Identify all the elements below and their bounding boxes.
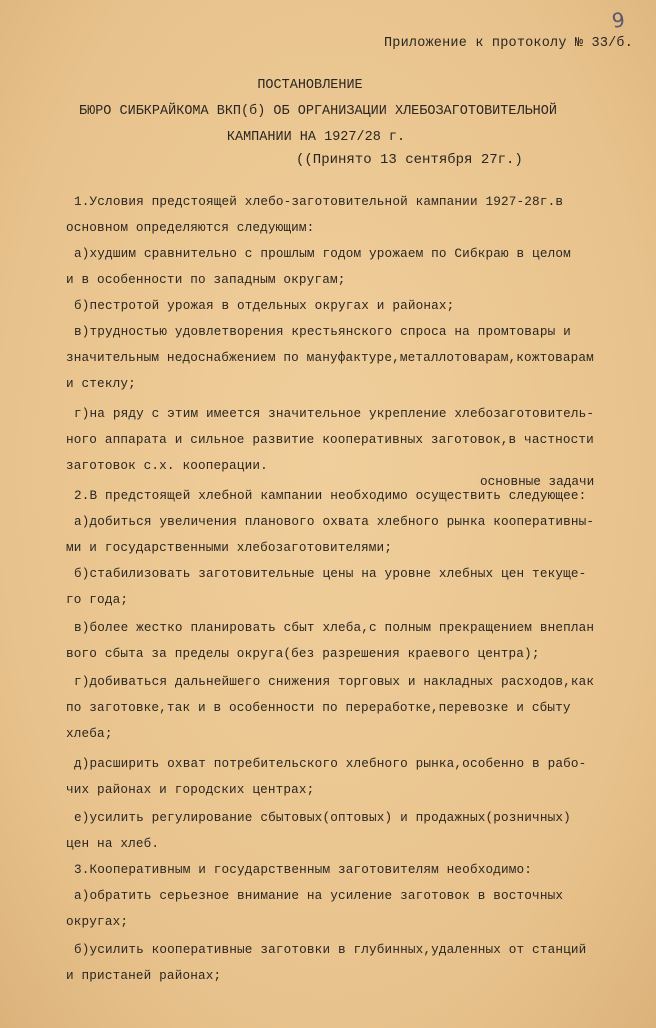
body-line: чих районах и городских центрах;: [66, 782, 315, 797]
body-line: в)трудностью удовлетворения крестьянского спроса на промтовары и: [74, 324, 571, 339]
body-line: б)пестротой урожая в отдельных округах и районах;: [74, 298, 455, 313]
body-line: г)добиваться дальнейшего снижения торговых и накладных расходов,как: [74, 674, 595, 689]
body-line: е)усилить регулирование сбытовых(оптовых) и продажных(розничных): [74, 810, 571, 825]
appendix-note: Приложение к протоколу № 33/б.: [384, 36, 634, 51]
body-line: в)более жестко планировать сбыт хлеба,с полным прекращением внеплан: [74, 620, 595, 635]
body-line: 2.В предстоящей хлебной кампании необходимо осуществить следующее:: [74, 488, 587, 503]
body-line: а)добиться увеличения планового охвата хлебного рынка кооперативны-: [74, 514, 595, 529]
body-line: основном определяются следующим:: [66, 220, 315, 235]
body-line: ного аппарата и сильное развитие кооперативных заготовок,в частности: [66, 432, 594, 447]
body-line: го года;: [66, 592, 129, 607]
body-line: значительным недоснабжением по мануфактуре,металлотоварам,кожтоварам: [66, 350, 594, 365]
handwritten-insertion: основные задачи: [480, 474, 595, 489]
body-line: цен на хлеб.: [66, 836, 160, 851]
document-subtitle-line-1: БЮРО СИБКРАЙКОМА ВКП(б) ОБ ОРГАНИЗАЦИИ ХЛЕБОЗАГОТОВИТЕЛЬНОЙ: [79, 104, 557, 119]
body-line: 3.Кооперативным и государственным заготовителям необходимо:: [74, 862, 533, 877]
adoption-date: ((Принято 13 сентября 27г.): [296, 152, 523, 168]
document-title: ПОСТАНОВЛЕНИЕ: [257, 78, 363, 93]
body-line: и пристаней районах;: [66, 968, 222, 983]
body-line: и стеклу;: [66, 376, 136, 391]
body-line: округах;: [66, 914, 129, 929]
archive-page-number: 9: [610, 7, 627, 33]
body-line: по заготовке,так и в особенности по переработке,перевозке и сбыту: [66, 700, 571, 715]
body-line: 1.Условия предстоящей хлебо-заготовительной кампании 1927-28г.в: [74, 194, 564, 209]
body-line: заготовок с.х. кооперации.: [66, 458, 268, 473]
body-line: а)худшим сравнительно с прошлым годом урожаем по Сибкраю в целом: [74, 246, 571, 261]
body-line: б)стабилизовать заготовительные цены на уровне хлебных цен текуще-: [74, 566, 587, 581]
body-line: д)расширить охват потребительского хлебного рынка,особенно в рабо-: [74, 756, 587, 771]
document-subtitle-line-2: КАМПАНИИ НА 1927/28 г.: [226, 130, 406, 145]
body-line: б)усилить кооперативные заготовки в глубинных,удаленных от станций: [74, 942, 587, 957]
body-line: а)обратить серьезное внимание на усиление заготовок в восточных: [74, 888, 564, 903]
body-line: вого сбыта за пределы округа(без разрешения краевого центра);: [66, 646, 540, 661]
body-line: ми и государственными хлебозаготовителями;: [66, 540, 393, 555]
body-line: г)на ряду с этим имеется значительное укрепление хлебозаготовитель-: [74, 406, 595, 421]
body-line: хлеба;: [66, 726, 113, 741]
body-line: и в особенности по западным округам;: [66, 272, 346, 287]
